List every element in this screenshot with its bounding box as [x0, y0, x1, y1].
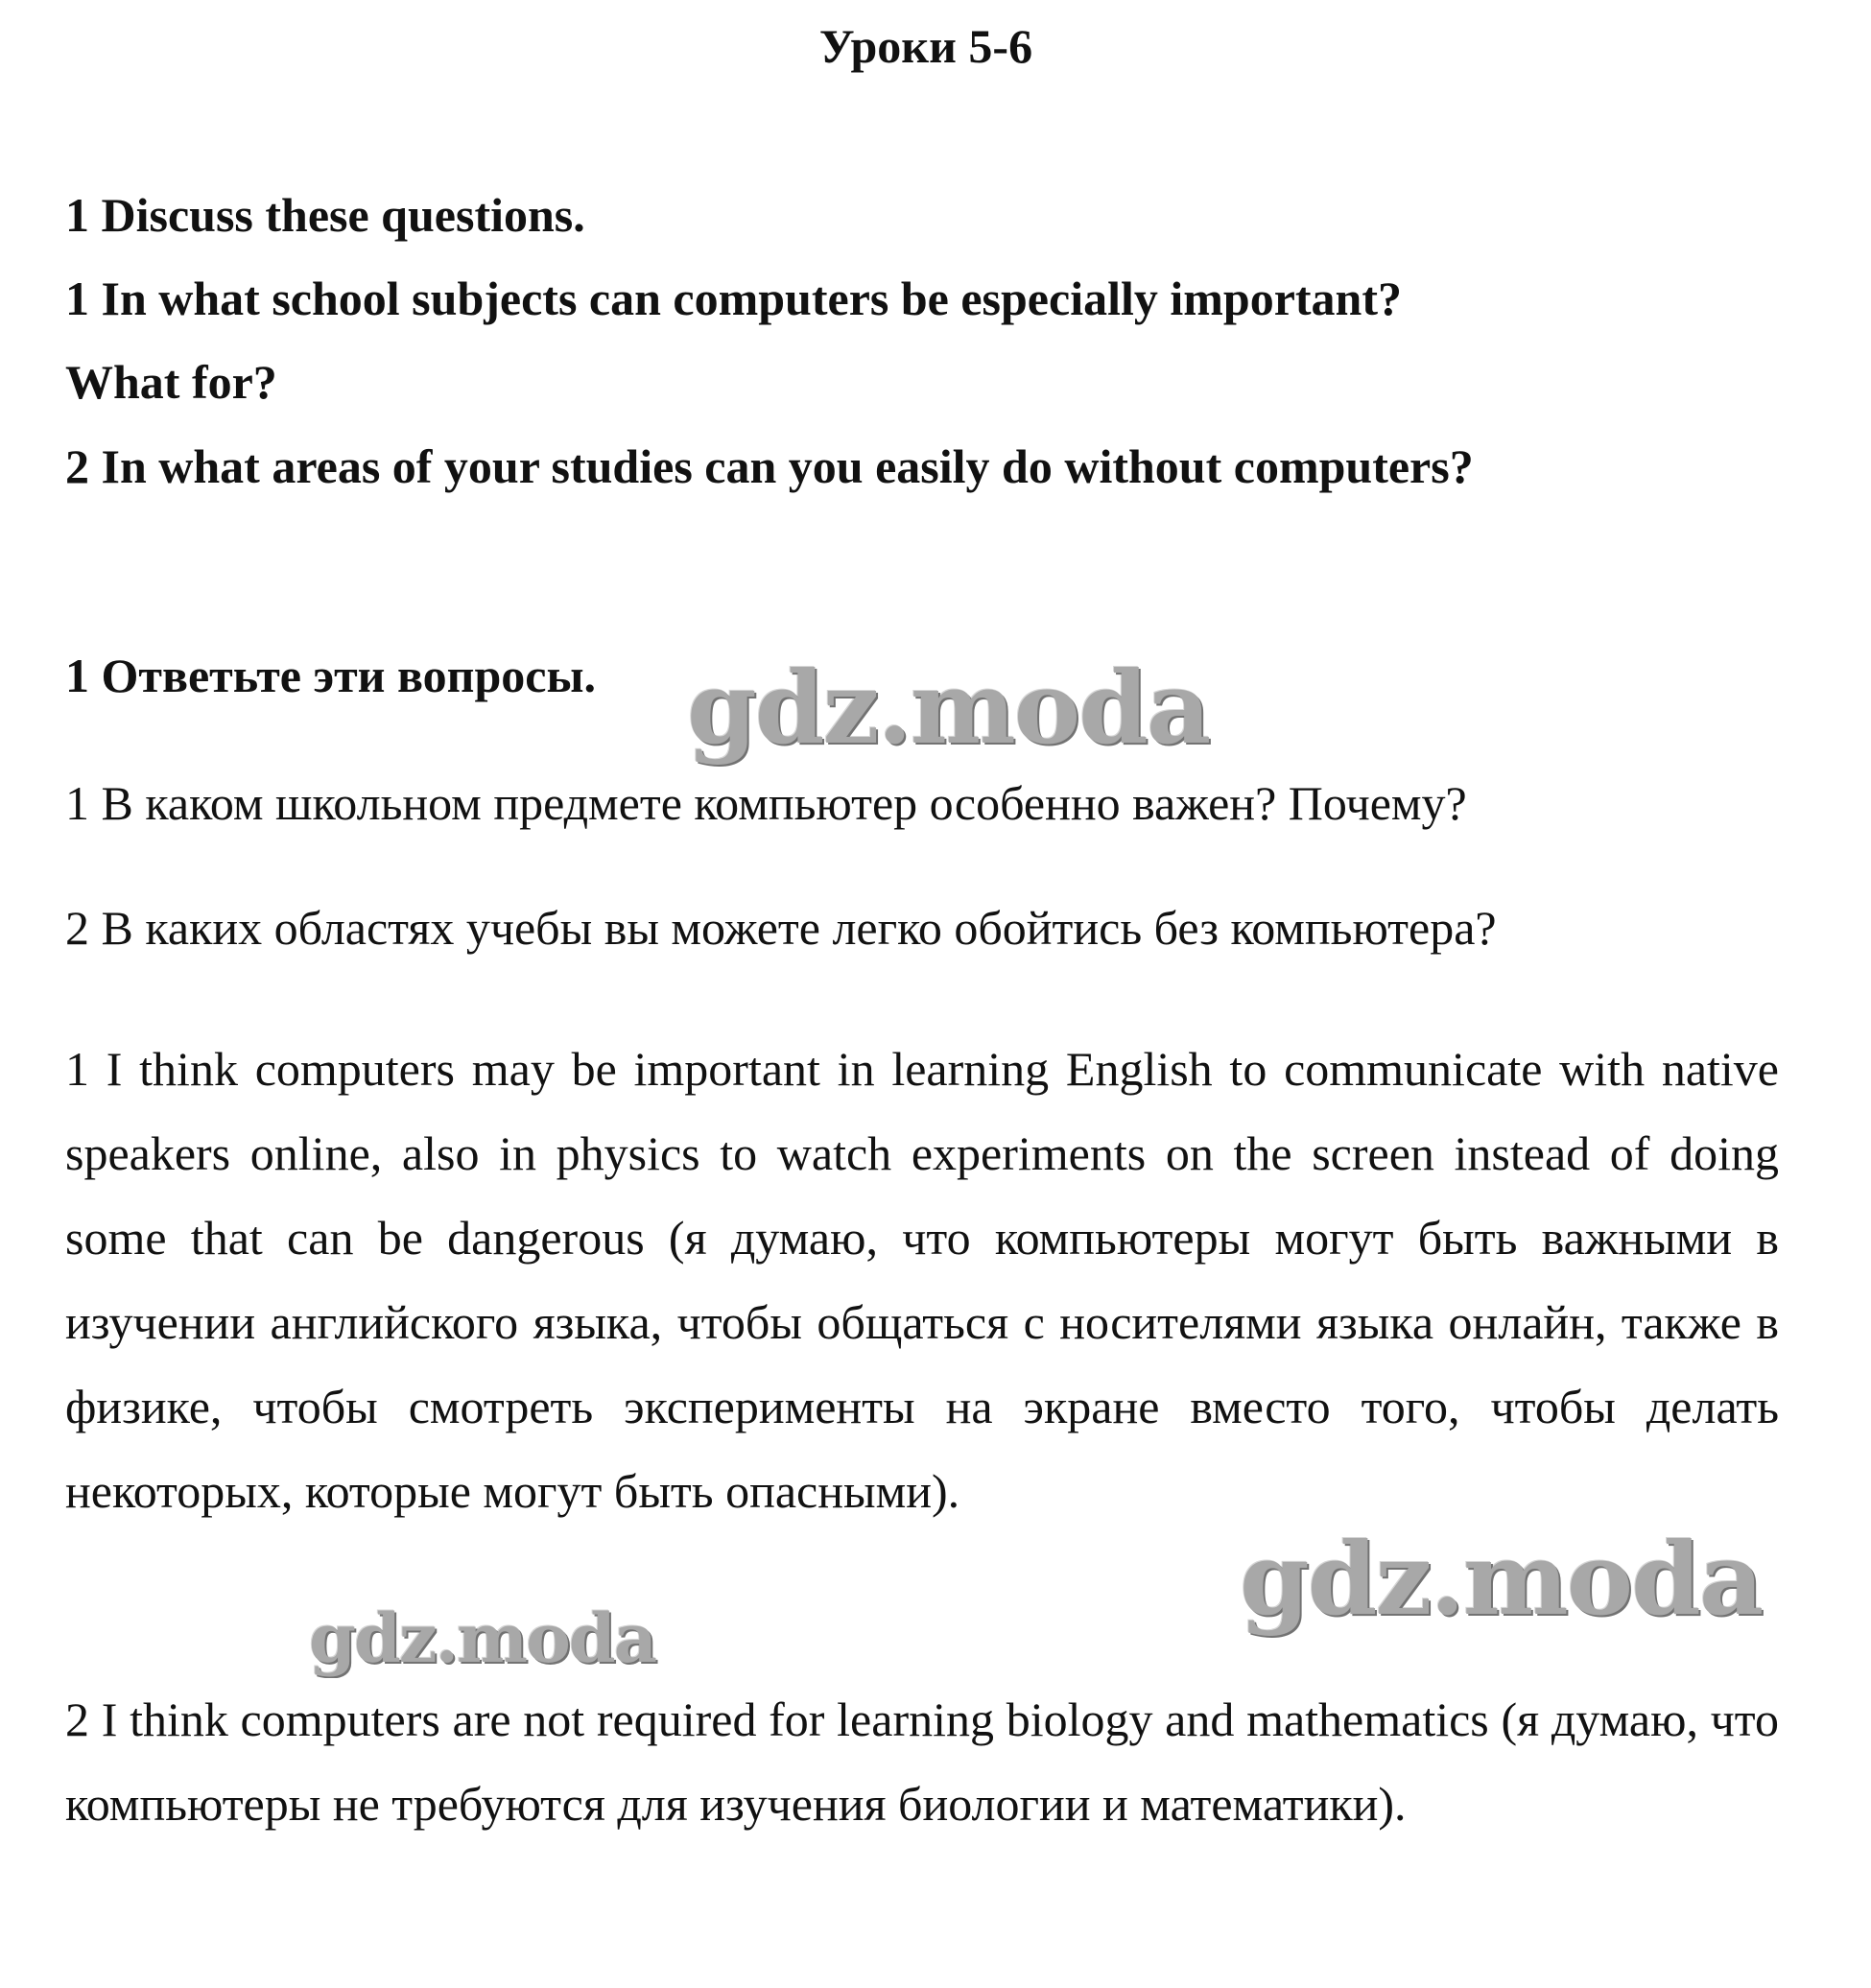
watermark-logo: gdz.moda	[309, 1598, 656, 1678]
translation-question-1: 1 В каком школьном предмете компьютер особенно важен? Почему?	[65, 776, 1467, 830]
translation-question-2: 2 В каких областях учебы вы можете легко обойтись без компьютера?	[65, 901, 1497, 955]
question-1-line-1: 1 In what school subjects can computers be especially important?	[65, 272, 1403, 325]
question-1-line-2: What for?	[65, 355, 277, 409]
answer-2: 2 I think computers are not required for learning biology and mathematics (я думаю, что компьютеры не требуются для изучения биологии и математики).	[65, 1692, 1779, 1831]
translation-heading: 1 Ответьте эти вопросы.	[65, 649, 596, 702]
question-2: 2 In what areas of your studies can you easily do without computers?	[65, 439, 1474, 493]
task-heading: 1 Discuss these questions.	[65, 188, 585, 242]
page-title: Уроки 5-6	[818, 19, 1033, 73]
answer-1: 1 I think computers may be important in learning English to communicate with native speakers online, also in physics to watch experiments on the screen instead of doing some that can be dangerous (я думаю, что компьютеры могут быть важными в изучении английского языка, чтобы общаться с носителями языка онлайн, также в физике, чтобы смотреть эксперименты на экране вместо того, чтобы делать некоторых, которые могут быть опасными).	[65, 1042, 1779, 1518]
watermark-logo: gdz.moda	[687, 649, 1210, 767]
watermark-logo: gdz.moda	[1240, 1520, 1763, 1638]
